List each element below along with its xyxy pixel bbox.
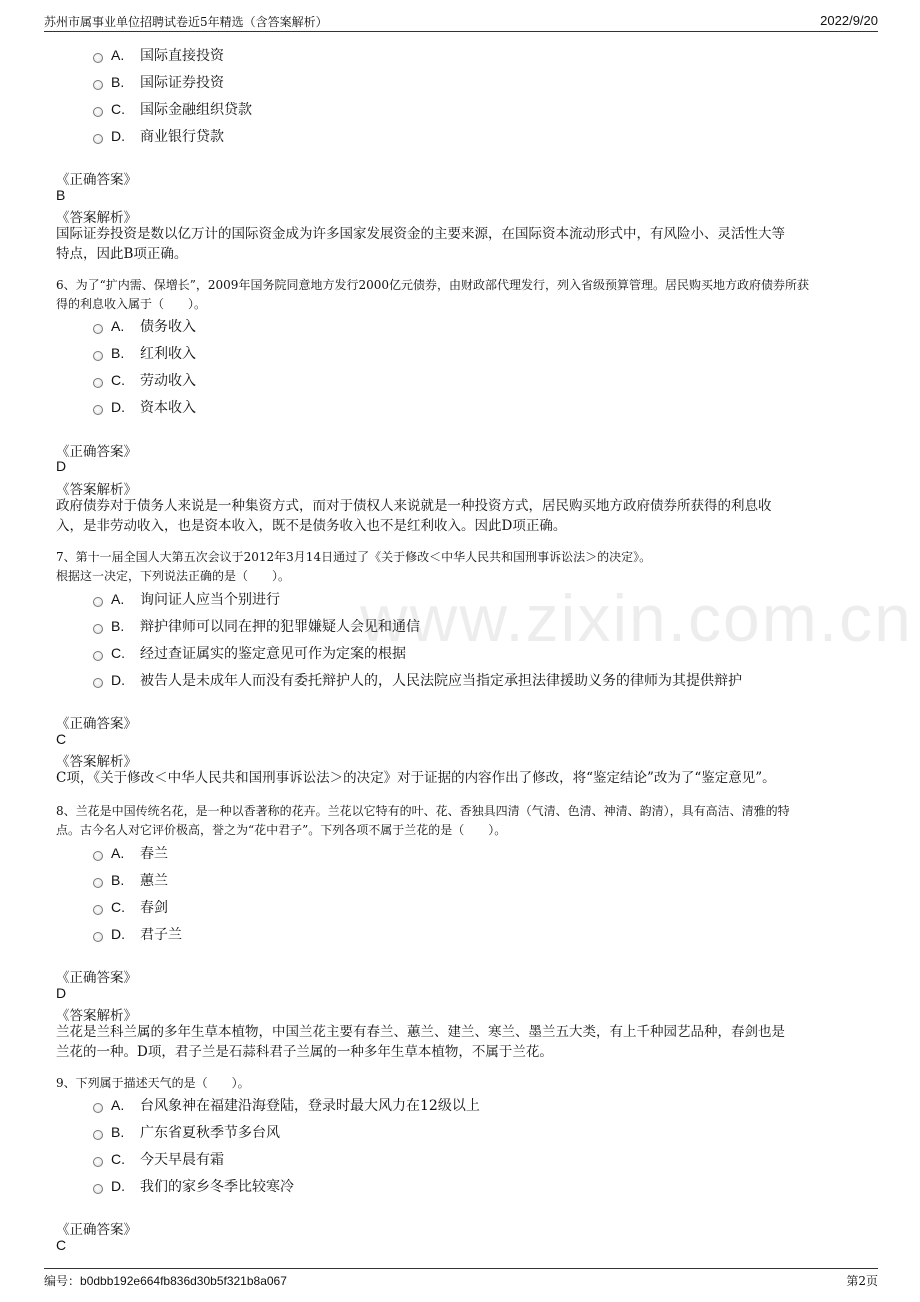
q9-option-b[interactable]: B. 广东省夏秋季节多台风: [93, 1122, 280, 1142]
radio-icon[interactable]: [93, 678, 103, 688]
option-text: 债务收入: [140, 319, 196, 335]
q9-option-a[interactable]: A. 台风象神在福建沿海登陆，登录时最大风力在12级以上: [93, 1095, 480, 1115]
q8-option-d[interactable]: D. 君子兰: [93, 924, 182, 944]
q7-option-c[interactable]: C. 经过查证属实的鉴定意见可作为定案的根据: [93, 643, 406, 663]
option-text: 被告人是未成年人而没有委托辩护人的，人民法院应当指定承担法律援助义务的律师为其提供辩护: [140, 673, 742, 689]
analysis-label: 《答案解析》: [56, 210, 137, 226]
q7-analysis: C项，《关于修改＜中华人民共和国刑事诉讼法＞的决定》对于证据的内容作出了修改，将“鉴定结论”改为了“鉴定意见”。: [56, 770, 776, 786]
radio-icon[interactable]: [93, 878, 103, 888]
option-text: 经过查证属实的鉴定意见可作为定案的根据: [140, 646, 406, 662]
q6-answer: D: [56, 458, 67, 474]
q6-option-d[interactable]: D. 资本收入: [93, 397, 196, 417]
option-text: 今天早晨有霜: [140, 1152, 224, 1168]
option-text: 我们的家乡冬季比较寒冷: [140, 1179, 294, 1195]
correct-answer-label: 《正确答案》: [56, 444, 137, 460]
q5-option-d[interactable]: D. 商业银行贷款: [93, 126, 224, 146]
option-text: 春剑: [140, 900, 168, 916]
q8-option-b[interactable]: B. 蕙兰: [93, 870, 168, 890]
correct-answer-label: 《正确答案》: [56, 172, 137, 188]
option-text: 春兰: [140, 846, 168, 862]
page-number: 第2页: [846, 1274, 878, 1288]
q9-answer: C: [56, 1237, 67, 1253]
q6-option-b[interactable]: B. 红利收入: [93, 343, 196, 363]
q6-analysis: 政府债券对于债务人来说是一种集资方式，而对于债权人来说就是一种投资方式，居民购买地方政府债券所获得的利息收 入，是非劳动收入，也是资本收入，既不是债务收入也不是红利收入。因此D项正确。: [56, 498, 772, 534]
document-title: 苏州市属事业单位招聘试卷近5年精选（含答案解析）: [44, 15, 328, 29]
analysis-label: 《答案解析》: [56, 482, 137, 498]
option-text: 国际直接投资: [140, 48, 224, 64]
q7-answer: C: [56, 731, 67, 747]
header-divider: [44, 31, 878, 32]
radio-icon[interactable]: [93, 851, 103, 861]
q5-answer: B: [56, 187, 66, 203]
option-text: 资本收入: [140, 400, 196, 416]
correct-answer-label: 《正确答案》: [56, 970, 137, 986]
radio-icon[interactable]: [93, 624, 103, 634]
radio-icon[interactable]: [93, 80, 103, 90]
q9-option-c[interactable]: C. 今天早晨有霜: [93, 1149, 224, 1169]
option-text: 商业银行贷款: [140, 129, 224, 145]
q5-option-a[interactable]: A. 国际直接投资: [93, 45, 224, 65]
q9-question: 9、下列属于描述天气的是（ ）。: [56, 1076, 250, 1090]
q7-option-d[interactable]: D. 被告人是未成年人而没有委托辩护人的，人民法院应当指定承担法律援助义务的律师为其提供辩护: [93, 670, 742, 690]
q6-option-a[interactable]: A. 债务收入: [93, 316, 196, 336]
q7-option-a[interactable]: A. 询问证人应当个别进行: [93, 589, 280, 609]
document-date: 2022/9/20: [820, 13, 878, 28]
footer-divider: [44, 1268, 878, 1269]
q6-question: 6、为了“扩内需、保增长”，2009年国务院同意地方发行2000亿元债券，由财政部代理发行，列入省级预算管理。居民购买地方政府债券所获 得的利息收入属于（ ）。: [56, 278, 809, 311]
q8-question: 8、兰花是中国传统名花，是一种以香著称的花卉。兰花以它特有的叶、花、香独具四清（气清、色清、神清、韵清），具有高洁、清雅的特 点。古今名人对它评价极高，誉之为“花中君子”。下列各项不属于兰花的是（ ）。: [56, 804, 790, 837]
q5-option-b[interactable]: B. 国际证券投资: [93, 72, 224, 92]
q7-option-b[interactable]: B. 辩护律师可以同在押的犯罪嫌疑人会见和通信: [93, 616, 420, 636]
radio-icon[interactable]: [93, 1130, 103, 1140]
radio-icon[interactable]: [93, 378, 103, 388]
analysis-label: 《答案解析》: [56, 1008, 137, 1024]
radio-icon[interactable]: [93, 1157, 103, 1167]
radio-icon[interactable]: [93, 932, 103, 942]
radio-icon[interactable]: [93, 405, 103, 415]
q5-option-c[interactable]: C. 国际金融组织贷款: [93, 99, 252, 119]
option-text: 国际金融组织贷款: [140, 102, 252, 118]
option-text: 君子兰: [140, 927, 182, 943]
radio-icon[interactable]: [93, 597, 103, 607]
correct-answer-label: 《正确答案》: [56, 716, 137, 732]
option-text: 广东省夏秋季节多台风: [140, 1125, 280, 1141]
q5-analysis: 国际证券投资是数以亿万计的国际资金成为许多国家发展资金的主要来源，在国际资本流动形式中，有风险小、灵活性大等 特点，因此B项正确。: [56, 226, 785, 262]
correct-answer-label: 《正确答案》: [56, 1222, 137, 1238]
option-text: 劳动收入: [140, 373, 196, 389]
option-text: 红利收入: [140, 346, 196, 362]
radio-icon[interactable]: [93, 905, 103, 915]
q8-analysis: 兰花是兰科兰属的多年生草本植物，中国兰花主要有春兰、蕙兰、建兰、寒兰、墨兰五大类，有上千种园艺品种，春剑也是 兰花的一种。D项，君子兰是石蒜科君子兰属的一种多年生草本植物，不属于兰花。: [56, 1024, 785, 1060]
q8-answer: D: [56, 985, 67, 1001]
option-text: 台风象神在福建沿海登陆，登录时最大风力在12级以上: [140, 1098, 480, 1114]
option-text: 蕙兰: [140, 873, 168, 889]
radio-icon[interactable]: [93, 651, 103, 661]
radio-icon[interactable]: [93, 134, 103, 144]
radio-icon[interactable]: [93, 107, 103, 117]
analysis-label: 《答案解析》: [56, 754, 137, 770]
q7-question: 7、第十一届全国人大第五次会议于2012年3月14日通过了《关于修改＜中华人民共和国刑事诉讼法＞的决定》。 根据这一决定，下列说法正确的是（ ）。: [56, 550, 652, 583]
watermark: www.zixin.com.cn: [360, 581, 913, 655]
q8-option-c[interactable]: C. 春剑: [93, 897, 168, 917]
radio-icon[interactable]: [93, 351, 103, 361]
radio-icon[interactable]: [93, 1184, 103, 1194]
q8-option-a[interactable]: A. 春兰: [93, 843, 168, 863]
radio-icon[interactable]: [93, 53, 103, 63]
option-text: 询问证人应当个别进行: [140, 592, 280, 608]
q9-option-d[interactable]: D. 我们的家乡冬季比较寒冷: [93, 1176, 294, 1196]
radio-icon[interactable]: [93, 1103, 103, 1113]
option-text: 国际证券投资: [140, 75, 224, 91]
document-code: 编号：b0dbb192e664fb836d30b5f321b8a067: [44, 1274, 287, 1288]
option-text: 辩护律师可以同在押的犯罪嫌疑人会见和通信: [140, 619, 420, 635]
q6-option-c[interactable]: C. 劳动收入: [93, 370, 196, 390]
radio-icon[interactable]: [93, 324, 103, 334]
